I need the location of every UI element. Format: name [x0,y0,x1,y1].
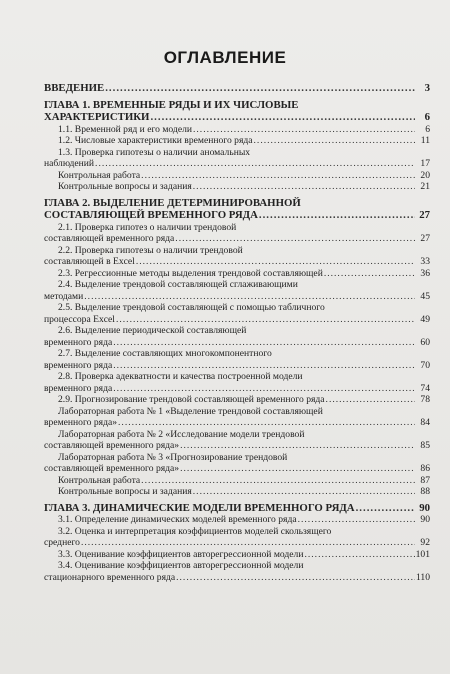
toc-entry-text: 2.7. Выделение составляющих многокомпонентного [58,348,272,359]
dot-leader [113,360,415,372]
toc-page-number: 86 [420,463,430,474]
toc-item [44,170,430,182]
toc-entry-text: 1.2. Числовые характеристики временного ряда [58,135,253,146]
toc-entry-text: ХАРАКТЕРИСТИКИ [44,111,150,123]
toc-entry-text: 1.1. Временной ряд и его модели [58,123,192,135]
toc-entry-text: 2.6. Выделение периодической составляющей [58,325,247,336]
dot-leader [324,268,415,280]
toc-page-number: 17 [420,158,430,169]
toc-page-number: 11 [420,135,430,146]
toc-page-number: 70 [420,359,430,371]
dot-leader [180,440,415,452]
dot-leader [326,394,415,406]
toc-item [44,394,430,406]
toc-chapter [44,82,430,95]
toc-entry-text: 1.3. Проверка гипотезы о наличии аномальных [58,146,251,158]
toc-item [44,549,430,561]
dot-leader [116,314,415,326]
toc-page-number: 27 [419,209,430,221]
toc-entry-text: ГЛАВА 3. ДИНАМИЧЕСКИЕ МОДЕЛИ ВРЕМЕННОГО РЯДА [44,501,355,514]
toc-entry-text: составляющей временного ряда» [44,440,180,451]
toc-entry-text: составляющей в Excel [44,256,135,267]
toc-entry-text: 2.3. Регрессионные методы выделения трендовой составляющей [58,267,323,279]
toc-entry-text: ГЛАВА 2. ВЫДЕЛЕНИЕ ДЕТЕРМИНИРОВАННОЙ [44,196,301,209]
toc-item [44,325,430,348]
toc-entry-text: наблюдений [44,158,95,169]
toc-page-number: 27 [420,233,430,244]
toc-page-number: 78 [420,394,430,405]
dot-leader [95,158,415,170]
toc-page-number: 74 [420,382,430,394]
toc-page-number: 84 [420,417,430,428]
toc-entry-text: ВВЕДЕНИЕ [44,82,105,94]
toc-item [44,245,430,268]
dot-leader [141,475,415,487]
toc-page-number: 3 [424,82,430,94]
dot-leader [175,233,415,245]
toc-entry-text: 2.2. Проверка гипотезы о наличии трендовой [58,244,243,256]
toc-entry-text: 3.4. Оценивание коэффициентов авторегрессионной модели [58,560,304,571]
toc-item [44,371,430,394]
toc-entry-text: 3.2. Оценка и интерпретация коэффициентов моделей скользящего [58,525,332,537]
dot-leader [298,514,415,526]
toc-page-number: 33 [420,256,430,267]
toc-item [44,526,430,549]
dot-leader [176,572,415,584]
toc-item [44,222,430,245]
toc-page-number: 90 [419,501,430,514]
toc-entry-text: 3.3. Оценивание коэффициентов авторегрессионной модели [58,548,304,560]
toc-item [44,475,430,487]
dot-leader [356,502,415,515]
dot-leader [304,549,414,561]
toc-entry-text: временного ряда [44,359,113,371]
dot-leader [259,209,415,222]
toc-entry-text: Контрольные вопросы и задания [58,181,192,192]
toc-item [44,486,430,498]
toc-chapter [44,99,430,124]
dot-leader [193,181,415,193]
toc-page-number: 49 [420,313,430,325]
toc-chapter [44,197,430,222]
dot-leader [136,256,415,268]
dot-leader [84,291,415,303]
toc-item [44,147,430,170]
toc-entry-text: Контрольная работа [58,474,141,486]
dot-leader [81,537,415,549]
toc-entry-text: 2.5. Выделение трендовой составляющей с помощью табличного [58,302,325,313]
toc-entry-text: 3.1. Определение динамических моделей временного ряда [58,514,297,525]
dot-leader [193,486,415,498]
toc-entry-text: процессора Excel [44,313,115,325]
toc-item [44,135,430,147]
toc-entry-text: среднего [44,537,80,548]
toc-page-number: 36 [420,267,430,279]
toc-page-number: 85 [420,440,430,451]
toc-entry-text: СОСТАВЛЯЮЩЕЙ ВРЕМЕННОГО РЯДА [44,209,258,221]
toc-page-number: 6 [424,111,430,123]
toc-entry-text: составляющей временного ряда [44,233,175,244]
toc-item [44,124,430,136]
dot-leader [105,82,415,95]
toc-entry-text: ГЛАВА 1. ВРЕМЕННЫЕ РЯДЫ И ИХ ЧИСЛОВЫЕ [44,98,299,111]
toc-entry-text: методами [44,290,84,302]
toc-page-number: 90 [420,514,430,525]
toc-entry-text: Лабораторная работа № 2 «Исследование модели трендовой [58,428,305,440]
dot-leader [141,170,415,182]
toc-page-number: 6 [425,123,430,135]
dot-leader [193,124,415,136]
dot-leader [180,463,415,475]
dot-leader [150,111,415,124]
toc-entry-text: составляющей временного ряда» [44,463,180,474]
toc-chapter [44,502,430,515]
toc-item [44,429,430,452]
toc-item [44,514,430,526]
toc-entry-text: 2.8. Проверка адекватности и качества построенной модели [58,371,303,382]
toc-item [44,452,430,475]
toc-item [44,560,430,583]
toc-item [44,302,430,325]
toc-entry-text: Лабораторная работа № 1 «Выделение трендовой составляющей [58,405,323,417]
toc-page-number: 21 [420,181,430,192]
dot-leader [113,383,415,395]
toc-entry-text: 2.4. Выделение трендовой составляющей сглаживающими [58,279,298,290]
toc-page-number: 45 [420,290,430,302]
toc-page-number: 88 [420,486,430,497]
toc-page-number: 60 [420,336,430,348]
toc-item [44,279,430,302]
toc-page-number: 92 [420,537,430,548]
toc-page-number: 101 [415,548,430,560]
toc-entry-text: Контрольные вопросы и задания [58,486,192,497]
toc-item [44,181,430,193]
toc-entry-text: временного ряда [44,336,113,348]
table-of-contents [44,78,430,583]
toc-entry-text: стационарного временного ряда [44,571,176,583]
dot-leader [113,337,415,349]
toc-entry-text: временного ряда [44,382,113,394]
toc-page-number: 20 [420,169,430,181]
toc-entry-text: временного ряда» [44,417,118,428]
toc-item [44,406,430,429]
dot-leader [118,417,415,429]
toc-entry-text: Контрольная работа [58,169,141,181]
toc-item [44,268,430,280]
toc-page-number: 87 [420,474,430,486]
toc-entry-text: 2.9. Прогнозирование трендовой составляющей временного ряда [58,394,325,405]
toc-item [44,348,430,371]
toc-page-number: 110 [415,571,430,583]
toc-entry-text: 2.1. Проверка гипотез о наличии трендовой [58,221,237,233]
dot-leader [254,135,415,147]
page-title: ОГЛАВЛЕНИЕ [163,48,287,67]
toc-entry-text: Лабораторная работа № 3 «Прогнозирование трендовой [58,451,288,463]
